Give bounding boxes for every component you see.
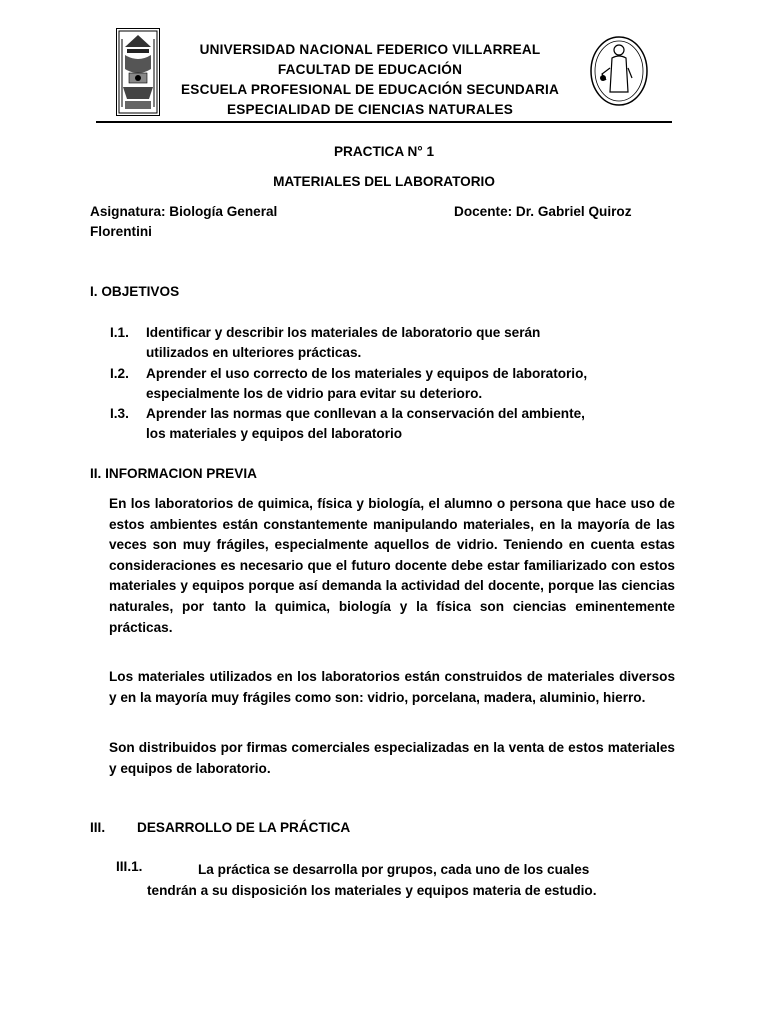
faculty-seal-icon — [588, 34, 650, 108]
objective-number: I.1. — [110, 325, 129, 340]
faculty-name: FACULTAD DE EDUCACIÓN — [277, 62, 463, 77]
practice-title: MATERIALES DEL LABORATORIO — [273, 174, 495, 189]
paragraph: Son distribuidos por firmas comerciales especializadas en la venta de estos materiales y equipos de laboratorio. — [109, 740, 675, 776]
objective-text-line: utilizados en ulteriores prácticas. — [146, 345, 362, 360]
development-item-text: tendrán a su disposición los materiales y equipos materia de estudio. — [147, 883, 597, 898]
paragraph: Los materiales utilizados en los laboratorios están construidos de materiales diversos y en la mayoría muy frágiles como son: vidrio, porcelana, madera, aluminio, hierro. — [109, 669, 675, 705]
objective-text-line: Aprender el uso correcto de los materiales y equipos de laboratorio, — [146, 366, 588, 381]
section-objetivos-title: I. OBJETIVOS — [90, 284, 180, 299]
specialty-name: ESPECIALIDAD DE CIENCIAS NATURALES — [227, 102, 513, 117]
section-desarrollo-title: DESARROLLO DE LA PRÁCTICA — [137, 820, 351, 835]
objective-number: I.2. — [110, 366, 129, 381]
development-item-number: III.1. — [116, 859, 143, 874]
paragraph: En los laboratorios de quimica, física y biología, el alumno o persona que hace uso de estos ambientes están constantemente manipulando materiales, en la mayoría de las veces son muy frágiles, especialmente aquellos de vidrio. Teniendo en cuenta estas consideraciones es necesario que el futuro docente debe estar familiarizado con estos materiales y equipos porque así demanda la actividad del docente, porque las ciencias naturales, por tanto la quimica, biología y la física son ciencias eminentemente prácticas. — [109, 496, 675, 635]
university-name: UNIVERSIDAD NACIONAL FEDERICO VILLARREAL — [199, 42, 541, 57]
objective-item — [110, 323, 678, 363]
objective-item — [110, 404, 678, 444]
objective-number: I.3. — [110, 406, 129, 421]
objective-text-line: Identificar y describir los materiales de laboratorio que serán — [146, 325, 541, 340]
practice-number: PRACTICA N° 1 — [333, 144, 435, 159]
development-item-line: La práctica se desarrolla por grupos, cada uno de los cuales — [198, 862, 590, 877]
school-name: ESCUELA PROFESIONAL DE EDUCACIÓN SECUNDARIA — [181, 82, 559, 97]
subject-label: Asignatura: Biología General — [90, 204, 278, 219]
objective-item — [110, 364, 678, 404]
section-desarrollo-number: III. — [90, 820, 106, 835]
objective-text-line: especialmente los de vidrio para evitar su deterioro. — [146, 386, 483, 401]
teacher-name-continued: Florentini — [90, 224, 152, 239]
objective-text-line: Aprender las normas que conllevan a la conservación del ambiente, — [146, 406, 585, 421]
section-informacion-title: II. INFORMACION PREVIA — [90, 466, 257, 481]
header-divider — [96, 121, 672, 123]
teacher-label: Docente: Dr. Gabriel Quiroz — [454, 204, 632, 219]
objective-text-line: los materiales y equipos del laboratorio — [146, 426, 403, 441]
